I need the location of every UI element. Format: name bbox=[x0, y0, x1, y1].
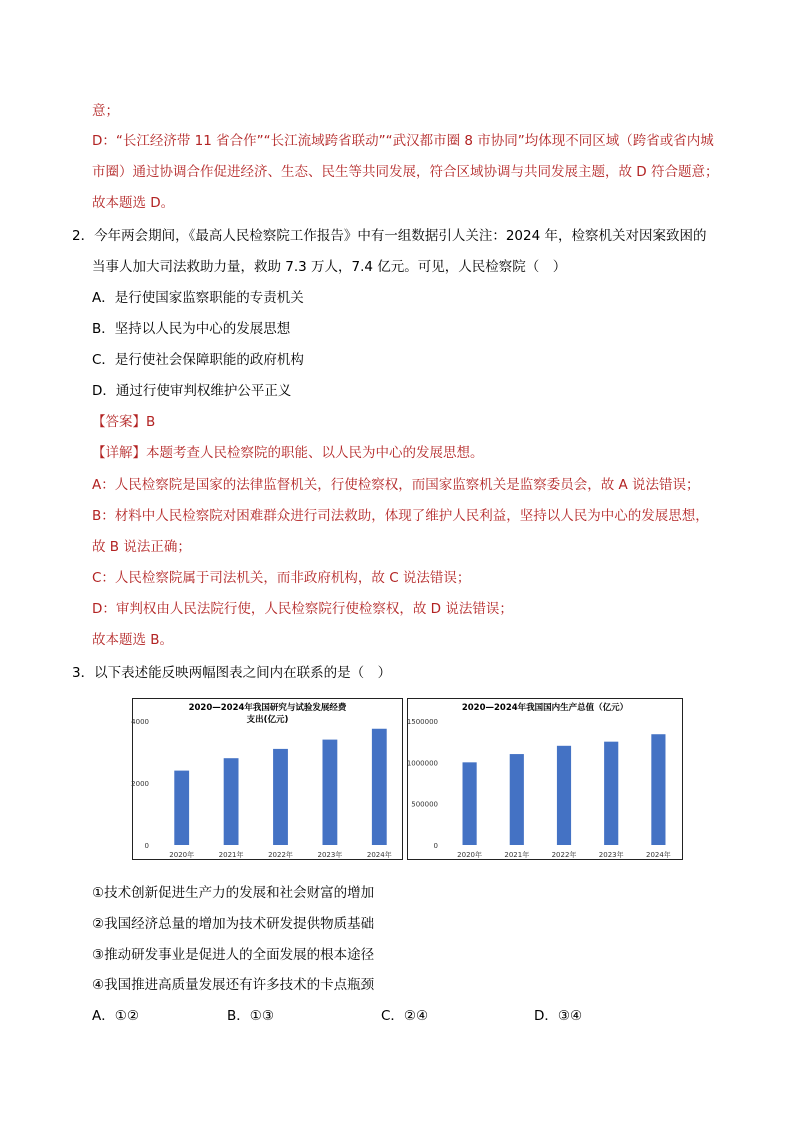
x-tick-label: 2022年 bbox=[268, 851, 293, 859]
bar bbox=[651, 734, 665, 845]
x-tick-label: 2023年 bbox=[317, 851, 343, 859]
chart-plot bbox=[133, 699, 404, 861]
q2-option-c: C．是行使社会保障职能的政府机构 bbox=[92, 352, 304, 368]
prev-text-line: 故本题选 D。 bbox=[92, 195, 175, 211]
y-tick-label: 1000000 bbox=[406, 759, 438, 768]
y-tick-label: 500000 bbox=[411, 800, 438, 809]
x-tick-label: 2021年 bbox=[218, 851, 244, 859]
q2-analysis-line: 故本题选 B。 bbox=[92, 632, 174, 648]
bar bbox=[224, 758, 239, 845]
chart-title: 2020—2024年我国国内生产总值（亿元） bbox=[461, 703, 629, 713]
y-tick-label: 4000 bbox=[131, 718, 149, 726]
bar bbox=[322, 740, 337, 845]
q2-option-a: A．是行使国家监察职能的专责机关 bbox=[92, 290, 304, 306]
q3-stem: 3．以下表述能反映两幅图表之间内在联系的是（ ） bbox=[72, 665, 392, 681]
rd-expense-chart bbox=[132, 698, 403, 860]
q2-analysis-line: B：材料中人民检察院对困难群众进行司法救助，体现了维护人民利益，坚持以人民为中心的发展思想， bbox=[92, 508, 709, 524]
q3-option-a: A．①② bbox=[92, 1008, 139, 1024]
x-tick-label: 2024年 bbox=[645, 851, 671, 859]
bar bbox=[372, 729, 387, 845]
q2-stem-line: 当事人加大司法救助力量，救助 7.3 万人，7.4 亿元。可见，人民检察院（ ） bbox=[92, 259, 567, 275]
q2-answer bbox=[92, 413, 155, 431]
q3-statement-2: ②我国经济总量的增加为技术研发提供物质基础 bbox=[92, 916, 375, 932]
y-tick-label: 0 bbox=[144, 842, 149, 850]
q2-analysis-line: C：人民检察院属于司法机关，而非政府机构，故 C 说法错误； bbox=[92, 570, 471, 586]
detail-lead: 本题考查人民检察院的职能、以人民为中心的发展思想。 bbox=[146, 445, 484, 461]
x-tick-label: 2023年 bbox=[598, 851, 624, 859]
bar bbox=[557, 746, 571, 845]
q2-option-b: B．坚持以人民为中心的发展思想 bbox=[92, 321, 291, 337]
prev-text-line: 意； bbox=[92, 103, 119, 119]
x-tick-label: 2022年 bbox=[551, 851, 577, 859]
answer-tag: 【答案】 bbox=[92, 414, 146, 430]
answer-value: B bbox=[146, 414, 156, 430]
q3-statement-1: ①技术创新促进生产力的发展和社会财富的增加 bbox=[92, 885, 375, 901]
bar bbox=[510, 754, 524, 845]
q2-option-d: D．通过行使审判权维护公平正义 bbox=[92, 383, 292, 399]
bar bbox=[273, 749, 288, 845]
q2-analysis-line: A：人民检察院是国家的法律监督机关，行使检察权，而国家监察机关是监察委员会，故 A 说法错误； bbox=[92, 477, 700, 493]
q3-option-c: C．②④ bbox=[381, 1008, 429, 1024]
bar bbox=[463, 762, 477, 845]
y-tick-label: 0 bbox=[433, 842, 438, 850]
q3-option-b: B．①③ bbox=[227, 1008, 274, 1024]
detail-tag: 【详解】 bbox=[92, 445, 146, 461]
bar bbox=[174, 771, 189, 845]
gdp-chart bbox=[407, 698, 683, 860]
x-tick-label: 2020年 bbox=[169, 851, 195, 859]
y-tick-label: 2000 bbox=[131, 780, 149, 788]
q2-analysis-line: D：审判权由人民法院行使，人民检察院行使检察权，故 D 说法错误； bbox=[92, 601, 513, 617]
q3-option-d: D．③④ bbox=[534, 1008, 583, 1024]
chart-plot bbox=[408, 699, 684, 861]
chart-title: 2020—2024年我国研究与试验发展经费 bbox=[188, 703, 347, 713]
x-tick-label: 2021年 bbox=[504, 851, 530, 859]
q3-statement-4: ④我国推进高质量发展还有许多技术的卡点瓶颈 bbox=[92, 977, 375, 993]
chart-subtitle: 支出(亿元) bbox=[246, 715, 289, 725]
q3-statement-3: ③推动研发事业是促进人的全面发展的根本途径 bbox=[92, 947, 375, 963]
bar bbox=[604, 742, 618, 845]
prev-text-line: D：“长江经济带 11 省合作”“长江流域跨省联动”“武汉都市圈 8 市协同”均体现不同区域（跨省或省内城 bbox=[92, 133, 714, 149]
x-tick-label: 2024年 bbox=[366, 851, 392, 859]
q2-analysis-line: 故 B 说法正确； bbox=[92, 539, 191, 555]
q2-detail bbox=[92, 444, 484, 462]
y-tick-label: 1500000 bbox=[406, 718, 438, 726]
x-tick-label: 2020年 bbox=[457, 851, 483, 859]
q2-stem-line: 2．今年两会期间，《最高人民检察院工作报告》中有一组数据引人关注：2024 年，检察机关对因案致困的 bbox=[72, 228, 707, 244]
prev-text-line: 市圈）通过协调合作促进经济、生态、民生等共同发展，符合区域协调与共同发展主题，故 D 符合题意； bbox=[92, 164, 719, 180]
